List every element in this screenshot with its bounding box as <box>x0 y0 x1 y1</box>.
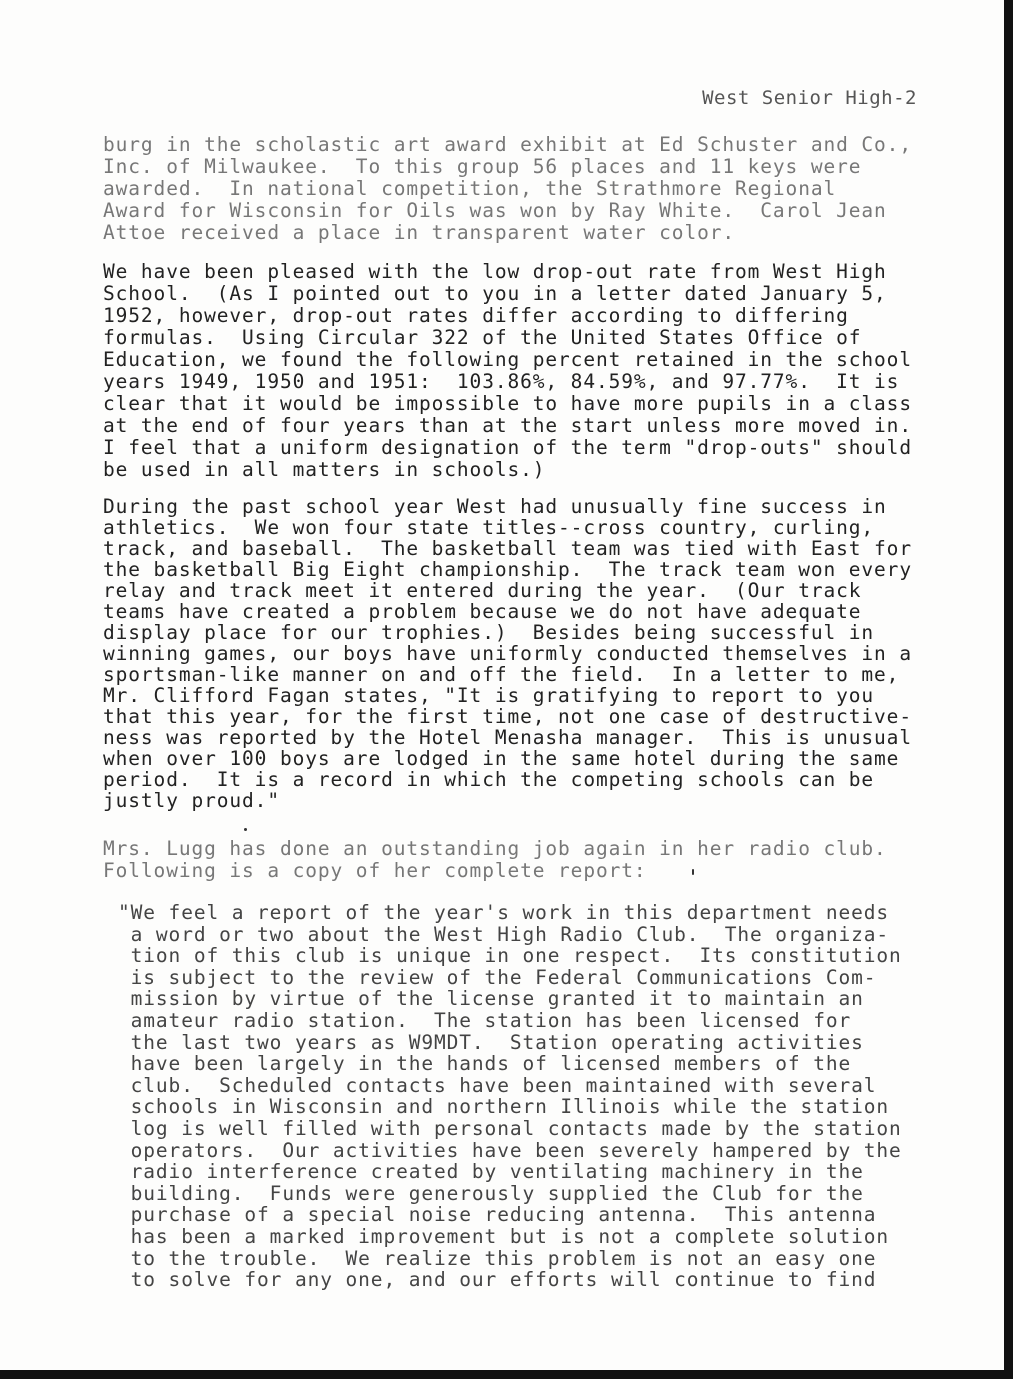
text-line: has been a marked improvement but is not a complete solution <box>118 1225 890 1248</box>
text-line: burg in the scholastic art award exhibit at Ed Schuster and Co., <box>103 133 912 156</box>
text-line: operators. Our activities have been severely hampered by the <box>118 1138 902 1162</box>
text-line: winning games, our boys have uniformly conducted themselves in a <box>103 642 912 665</box>
text-line: track, and baseball. The basketball team was tied with East for <box>103 537 912 560</box>
text-line: tion of this club is unique in one respect. Its constitution <box>118 944 902 968</box>
ink-dot <box>244 828 247 831</box>
text-line: schools in Wisconsin and northern Illinois while the station <box>118 1095 890 1119</box>
text-line: is subject to the review of the Federal Communications Com- <box>118 965 877 989</box>
text-line: log is well filled with personal contacts made by the station <box>118 1117 902 1140</box>
text-line: Education, we found the following percent retained in the school <box>103 348 912 371</box>
text-line: years 1949, 1950 and 1951: 103.86%, 84.59%, and 97.77%. It is <box>103 370 900 393</box>
text-line: School. (As I pointed out to you in a letter dated January 5, <box>103 282 887 305</box>
text-line: a word or two about the West High Radio Club. The organiza- <box>118 922 890 946</box>
page-header: West Senior High-2 <box>702 87 917 109</box>
text-line: clear that it would be impossible to have more pupils in a class <box>103 392 912 415</box>
text-line: awarded. In national competition, the Strathmore Regional <box>103 177 837 200</box>
text-line: 1952, however, drop-out rates differ according to differing <box>103 304 849 327</box>
text-line: building. Funds were generously supplied the Club for the <box>118 1181 864 1205</box>
text-line: teams have created a problem because we do not have adequate <box>103 600 862 623</box>
text-line: relay and track meet it entered during the year. (Our track <box>103 579 862 602</box>
text-line: During the past school year West had unusually fine success in <box>103 495 887 518</box>
ink-dot <box>692 869 694 875</box>
text-line: display place for our trophies.) Besides being successful in <box>103 621 875 644</box>
text-line: at the end of four years than at the start unless more moved in. <box>103 414 912 437</box>
text-line: period. It is a record in which the competing schools can be <box>103 768 875 791</box>
text-line: We have been pleased with the low drop-out rate from West High <box>103 260 887 283</box>
text-line: Attoe received a place in transparent water color. <box>103 221 735 244</box>
text-line: mission by virtue of the license granted it to maintain an <box>118 987 864 1011</box>
text-line: the basketball Big Eight championship. The track team won every <box>103 558 912 581</box>
text-line: athletics. We won four state titles--cross country, curling, <box>103 516 875 539</box>
text-line: that this year, for the first time, not one case of destructive- <box>103 705 912 728</box>
text-line: radio interference created by ventilating machinery in the <box>118 1160 864 1184</box>
text-line: ness was reported by the Hotel Menasha manager. This is unusual <box>103 726 912 749</box>
text-line: purchase of a special noise reducing antenna. This antenna <box>118 1203 877 1227</box>
text-line: Following is a copy of her complete report: <box>103 859 647 882</box>
text-line: when over 100 boys are lodged in the same hotel during the same <box>103 747 900 770</box>
text-line: to the trouble. We realize this problem is not an easy one <box>118 1246 877 1270</box>
text-line: Inc. of Milwaukee. To this group 56 places and 11 keys were <box>103 155 862 178</box>
text-line: sportsman-like manner on and off the field. In a letter to me, <box>103 663 900 686</box>
text-line: amateur radio station. The station has been licensed for <box>118 1009 852 1032</box>
text-line: to solve for any one, and our efforts will continue to find <box>118 1268 877 1292</box>
text-line: be used in all matters in schools.) <box>103 458 546 481</box>
text-line: I feel that a uniform designation of the term "drop-outs" should <box>103 436 912 459</box>
text-line: club. Scheduled contacts have been maintained with several <box>118 1073 877 1097</box>
text-line: formulas. Using Circular 322 of the United States Office of <box>103 326 862 349</box>
scan-edge-right <box>1004 0 1013 1379</box>
text-line: the last two years as W9MDT. Station operating activities <box>118 1030 864 1054</box>
text-line: Mrs. Lugg has done an outstanding job again in her radio club. <box>103 837 887 860</box>
text-line: "We feel a report of the year's work in this department needs <box>118 901 890 924</box>
scan-edge-bottom <box>0 1370 1013 1379</box>
text-line: justly proud." <box>103 789 280 812</box>
text-line: have been largely in the hands of licensed members of the <box>118 1052 852 1076</box>
text-line: Mr. Clifford Fagan states, "It is gratifying to report to you <box>103 684 875 707</box>
text-line: Award for Wisconsin for Oils was won by Ray White. Carol Jean <box>103 199 887 222</box>
